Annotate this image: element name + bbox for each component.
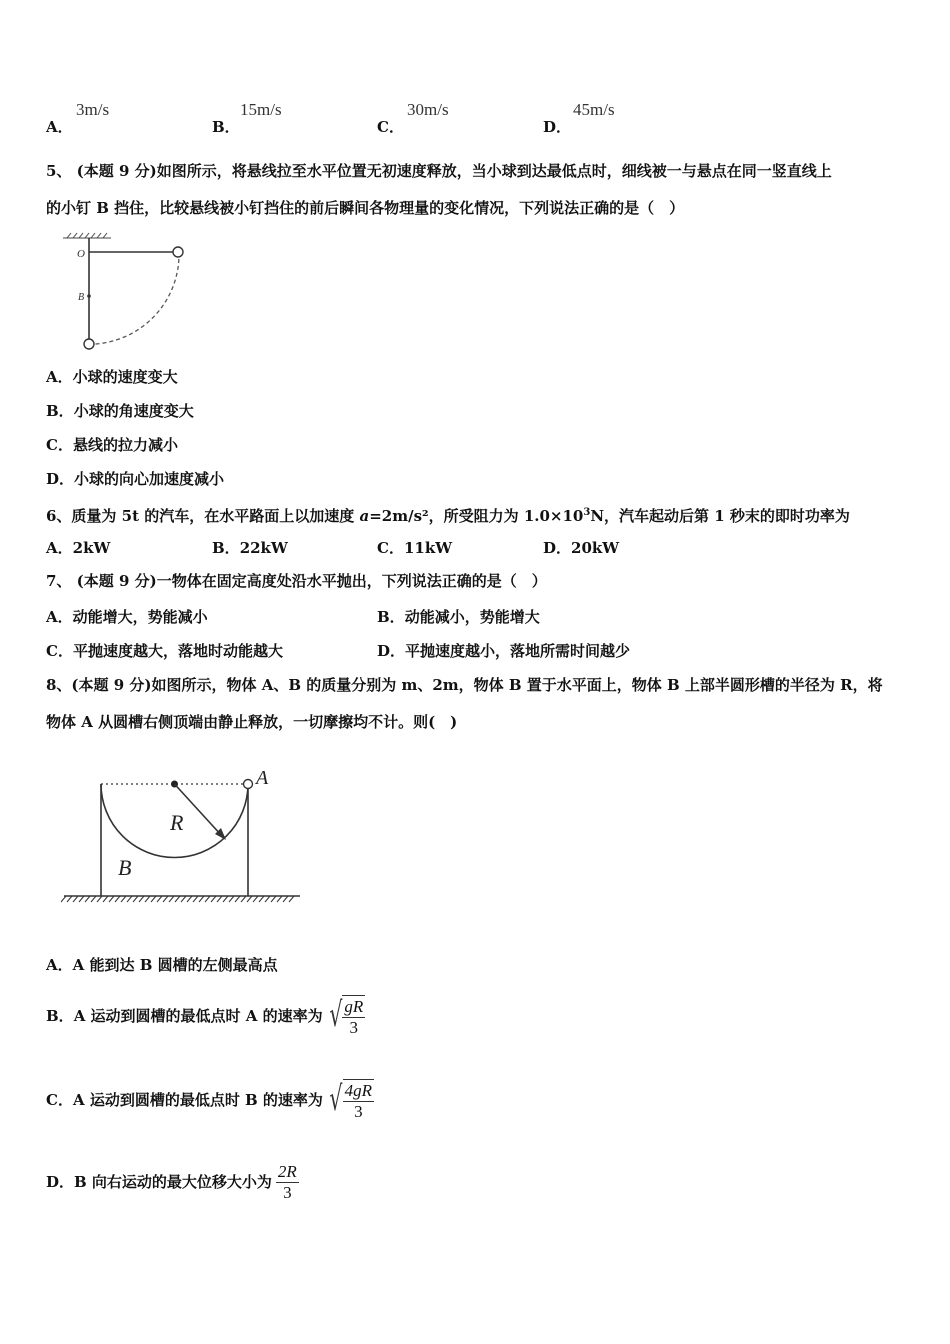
ground-hatch-line xyxy=(145,896,150,902)
q6-accel-val: =2m/s² xyxy=(369,507,429,525)
q8-option-c-denominator: 3 xyxy=(354,1101,363,1121)
q6-option-d xyxy=(543,538,619,558)
ground-hatch-line xyxy=(109,896,114,902)
q5-option-b-text: 小球的角速度变大 xyxy=(73,402,194,420)
q6-option-a xyxy=(46,538,110,558)
ground-hatch-line xyxy=(253,896,258,902)
label-o: O xyxy=(77,248,85,260)
ball-bottom xyxy=(84,339,94,349)
q5-option-c xyxy=(46,435,178,455)
q8-option-d-formula xyxy=(276,1162,299,1203)
ground-hatch-line xyxy=(115,896,120,902)
object-a xyxy=(244,780,253,789)
nail-b xyxy=(87,294,91,298)
q5-option-b-letter: B． xyxy=(46,402,74,420)
ground-hatch-line xyxy=(151,896,156,902)
label-r: R xyxy=(170,810,184,835)
ground-hatch-line xyxy=(133,896,138,902)
ground-hatch-line xyxy=(247,896,252,902)
q8-option-d-letter: D． xyxy=(46,1173,75,1191)
ground-hatch-line xyxy=(289,896,294,902)
q7-option-c-letter: C． xyxy=(46,642,73,660)
q5-stem-line2: 的小钉 B 挡住，比较悬线被小钉挡住的前后瞬间各物理量的变化情况，下列说法正确的是（ ） xyxy=(46,199,685,217)
ground-hatch-line xyxy=(265,896,270,902)
ground-hatch-line xyxy=(97,896,102,902)
q8-option-d-denominator: 3 xyxy=(283,1182,292,1202)
ground-hatch-line xyxy=(235,896,240,902)
q8-option-c-text: A 运动到圆槽的最低点时 B 的速率为 xyxy=(72,1091,323,1109)
label-b: B xyxy=(118,855,132,880)
sqrt-sign-icon: √ xyxy=(328,994,342,1035)
q4-option-c-letter: C． xyxy=(377,118,404,136)
q4-option-b-value: 15m/s xyxy=(240,100,282,119)
q6-option-b-letter: B． xyxy=(212,539,240,557)
ground-hatch-line xyxy=(103,896,108,902)
ground-hatch-line xyxy=(199,896,204,902)
ground-hatch-line xyxy=(157,896,162,902)
q8-option-c-formula xyxy=(325,1079,374,1122)
ground-hatch-line xyxy=(139,896,144,902)
q7-option-d-letter: D． xyxy=(377,642,406,660)
ground-hatch-line xyxy=(73,896,78,902)
q8-option-b-denominator: 3 xyxy=(349,1017,358,1037)
q6-option-a-letter: A． xyxy=(46,539,73,557)
q6-option-c xyxy=(377,538,452,558)
q4-option-a-letter: A． xyxy=(46,118,73,136)
q8-stem-line1: 8、(本题 9 分)如图所示，物体 A、B 的质量分别为 m、2m，物体 B 置于水平面上，物体 B 上部半圆形槽的半径为 R，将 xyxy=(46,676,883,694)
q6-stem-suffix: N，汽车起动后第 1 秒末的即时功率为 xyxy=(590,507,850,525)
ground-hatch-line xyxy=(211,896,216,902)
q8-option-d xyxy=(46,1156,299,1208)
q8-option-b xyxy=(46,990,365,1042)
ground-hatch-line xyxy=(241,896,246,902)
q8-option-a-text: A 能到达 B 圆槽的左侧最高点 xyxy=(72,956,278,974)
q6-option-d-text: 20kW xyxy=(571,539,620,557)
q7-option-c xyxy=(46,641,283,661)
q4-option-a-value: 3m/s xyxy=(76,100,110,119)
sqrt-sign-icon: √ xyxy=(329,1078,343,1119)
ground-hatch-line xyxy=(175,896,180,902)
q5-option-a xyxy=(46,367,178,387)
q4-option-d-letter: D． xyxy=(543,118,572,136)
ground-hatch-line xyxy=(277,896,282,902)
q5-stem-line1: 5、 (本题 9 分)如图所示，将悬线拉至水平位置无初速度释放，当小球到达最低点时，细线被一与悬点在同一竖直线上 xyxy=(46,162,832,180)
q5-option-d-letter: D． xyxy=(46,470,75,488)
q7-option-d xyxy=(377,641,630,661)
ground-hatch-line xyxy=(67,896,72,902)
ground-hatch-line xyxy=(181,896,186,902)
ground-hatch-line xyxy=(223,896,228,902)
ground-hatch-line xyxy=(187,896,192,902)
ground-hatch-line xyxy=(127,896,132,902)
q4-option-a xyxy=(46,100,196,140)
q4-option-d xyxy=(543,100,693,140)
ground-hatch-line xyxy=(79,896,84,902)
q8-semicircle-groove-figure xyxy=(60,760,310,908)
q6-stem-prefix: 6、质量为 5t 的汽车，在水平路面上以加速度 xyxy=(46,507,360,525)
q7-option-b-text: 动能减小，势能增大 xyxy=(404,608,540,626)
ground-hatch-line xyxy=(259,896,264,902)
ground-hatch-line xyxy=(283,896,288,902)
q8-stem-line2: 物体 A 从圆槽右侧顶端由静止释放，一切摩擦均不计。则( ) xyxy=(46,713,458,731)
q8-option-b-formula xyxy=(325,995,366,1038)
q4-option-d-value: 45m/s xyxy=(573,100,615,119)
q5-option-c-letter: C． xyxy=(46,436,73,454)
q7-option-d-text: 平抛速度越小，落地所需时间越少 xyxy=(405,642,631,660)
q6-stem-middle: ，所受阻力为 1.0×10 xyxy=(428,507,584,525)
q7-option-b-letter: B． xyxy=(377,608,405,626)
label-a: A xyxy=(256,767,269,789)
q8-option-c-numerator: 4gR xyxy=(344,1080,373,1100)
ground-hatch-line xyxy=(91,896,96,902)
q6-option-b xyxy=(212,538,288,558)
ground-hatch-line xyxy=(121,896,126,902)
q8-option-b-text: A 运动到圆槽的最低点时 A 的速率为 xyxy=(73,1007,323,1025)
q6-option-b-text: 22kW xyxy=(239,539,288,557)
q5-option-a-letter: A． xyxy=(46,368,73,386)
ground-hatch-line xyxy=(85,896,90,902)
q6-exponent: 3 xyxy=(583,507,591,518)
q4-option-b-letter: B． xyxy=(212,118,240,136)
q5-option-c-text: 悬线的拉力减小 xyxy=(72,436,178,454)
q8-option-a-letter: A． xyxy=(46,956,73,974)
q5-option-d-text: 小球的向心加速度减小 xyxy=(74,470,225,488)
q8-option-a xyxy=(46,955,278,975)
q8-option-b-numerator: gR xyxy=(344,996,364,1016)
ground-hatch-line xyxy=(229,896,234,902)
q7-option-c-text: 平抛速度越大，落地时动能越大 xyxy=(72,642,283,660)
q5-pendulum-figure xyxy=(55,228,205,352)
label-b: B xyxy=(78,292,85,303)
q8-option-b-letter: B． xyxy=(46,1007,74,1025)
ground-hatch-line xyxy=(217,896,222,902)
q5-option-b xyxy=(46,401,194,421)
q7-option-a-letter: A． xyxy=(46,608,73,626)
ground-hatch-line xyxy=(169,896,174,902)
q6-option-c-text: 11kW xyxy=(403,539,453,557)
q4-option-b xyxy=(212,100,362,140)
q4-option-c xyxy=(377,100,527,140)
ceiling-hatch xyxy=(63,233,111,238)
q6-option-c-letter: C． xyxy=(377,539,404,557)
q6-option-a-text: 2kW xyxy=(72,539,111,557)
ground-hatch-line xyxy=(163,896,168,902)
q5-option-d xyxy=(46,469,224,489)
q6-accel-var: a xyxy=(359,507,370,525)
q5-option-a-text: 小球的速度变大 xyxy=(72,368,178,386)
q7-stem: 7、 (本题 9 分)一物体在固定高度处沿水平抛出，下列说法正确的是（ ） xyxy=(46,572,547,590)
ground-hatch-line xyxy=(61,896,66,902)
q6-option-d-letter: D． xyxy=(543,539,572,557)
q6-stem xyxy=(46,503,850,526)
q4-option-c-value: 30m/s xyxy=(407,100,449,119)
ground-hatch-line xyxy=(205,896,210,902)
q7-option-b xyxy=(377,607,540,627)
ground-hatch-line xyxy=(271,896,276,902)
q8-option-d-numerator: 2R xyxy=(277,1161,297,1181)
swing-arc xyxy=(95,252,179,344)
q8-option-c xyxy=(46,1074,374,1126)
q7-option-a xyxy=(46,607,208,627)
q7-option-a-text: 动能增大，势能减小 xyxy=(72,608,208,626)
ball-start xyxy=(173,247,183,257)
q8-option-c-letter: C． xyxy=(46,1091,73,1109)
ground-hatch-line xyxy=(193,896,198,902)
q8-option-d-text: B 向右运动的最大位移大小为 xyxy=(74,1173,272,1191)
